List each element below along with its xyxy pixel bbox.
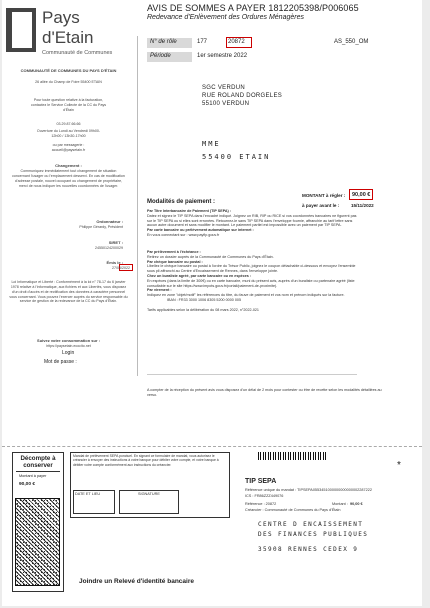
transfer-title: Par virement : (147, 288, 172, 293)
amount-label: MONTANT à régler : (302, 193, 346, 198)
payment-body (147, 209, 362, 313)
recipient-line2: RUE ROLAND DORGELES (202, 93, 283, 99)
logo-mark-icon (10, 8, 36, 52)
recipient-title: MME (202, 140, 221, 148)
tip-sepa-title: TIP SEPA (245, 478, 277, 485)
attach-note: Joindre un Relevé d'identité bancaire (79, 578, 194, 585)
card-text: En vous connectant sur : www.payfip.gouv.fr (147, 233, 220, 238)
cash-title: Chez un buraliste agréé, par carte bancaire ou en espèces : (147, 273, 252, 278)
doc-ref: AS_550_OM (334, 39, 369, 45)
role-id: 20872 (228, 39, 245, 45)
stub-rule (16, 471, 60, 472)
sidebar-address: 26 allée du Champ de Foire 55400 ETAIN (35, 80, 102, 84)
online-title: Suivez votre consommation sur : (37, 338, 100, 343)
siret-value: 24550124200029 (95, 246, 123, 250)
tip-ics: ICS : FR86ZZZ449076 (245, 494, 284, 498)
center-line2: DES FINANCES PUBLIQUES (258, 531, 369, 538)
recipient-line1: SGC VERDUN (202, 85, 246, 91)
sidebar-divider (137, 36, 138, 376)
sidebar-email: ou par messagerie : accueil@paysetain.fr (51, 143, 86, 152)
center-line3: 35908 RENNES CEDEX 9 (258, 546, 359, 553)
login-label: Login (62, 350, 75, 356)
online-url[interactable]: https://paysetain.ecocito.net (46, 344, 91, 348)
stub-qr-icon (15, 498, 60, 586)
tip-mandate-ref: Référence unique du mandat : TIPSEPA0553451000000000000002287222 (245, 488, 372, 492)
transfer-text: Indiquez en zone "objet/motif" les références du titre, du fauve de paiement et vos nom et prénom indiqués sur la facture. (147, 293, 345, 298)
sidebar-phone: 03.29.87.66.66 (56, 122, 81, 126)
stub-amount-label: Montant à payer (19, 474, 47, 478)
amount-value: 90,00 € (352, 192, 371, 198)
signature-label: SIGNATURE (138, 492, 160, 496)
period-label: Période (147, 52, 192, 62)
recipient-city: 55400 ETAIN (202, 153, 271, 161)
sidebar-org: COMMUNAUTÉ DE COMMUNES DU PAYS D'ÉTAIN (20, 68, 117, 73)
role-label: N° de rôle (147, 38, 192, 48)
siret-title: SIRET : (108, 240, 123, 245)
privacy-text: Loi Informatique et Liberté : Conformément à la loi n° 78-17 du 6 janvier 1978 relative à l'informatique, aux fichiers et aux Libertés, vous disposez d'un droit d'accès et de rectification des données à caractère personnel vous concernant. Vous pouvez l'exercer auprès du service responsable du service de gestion de la redevance de la CC du Pays d'Étain. (9, 280, 128, 304)
treasury-text: Retirez un dossier auprès de la Communauté de Communes du Pays d'Étain. (147, 254, 274, 259)
role-num: 177 (197, 39, 208, 45)
ord-title: Ordonnateur : (96, 219, 123, 224)
emis-value: 27/06/2022 (112, 266, 130, 270)
separator (147, 374, 357, 375)
stub-title: Décompte à conserver (20, 455, 56, 470)
cash-text: En espèces (dans la limite de 300€) ou en carte bancaire, muni du présent avis, auprès d'un buraliste ou partenaire agréé (liste consultable sur le site https://www.impots.gouv.fr/portail/paiement-de-proximite). (147, 278, 355, 288)
card-title: Par carte bancaire ou prélèvement automatique sur internet : (147, 228, 254, 233)
tip-ref: Référence : 20872 (245, 502, 277, 506)
sidebar-hours: Ouverture du Lundi au Vendredi 09h00-12h00 / 13h30-17h00 (36, 129, 101, 138)
due-value: 15/11/2022 (351, 203, 374, 208)
iban: IBAN : FR33 3000 1006 8305 5200 0000 005 (167, 298, 242, 302)
emis-title: Émis le : (106, 260, 123, 265)
cut-line (2, 446, 422, 447)
change-text: Communiquez immédiatement tout changement de situation concernant l'usager ou l'emplacement desservi. En cas de modification d'adresse postale, nouvel occupant ou changement de propriétaire, merci de nous indiquer les nouvelles coordonnées de l'usager. (12, 169, 125, 188)
page-title: AVIS DE SOMMES A PAYER 1812205398/P006065 (147, 3, 359, 13)
tip-title: Par Titre Interbancaire de Paiement (TIP SEPA) : (147, 209, 232, 213)
logo (10, 8, 113, 58)
cheque-text: Libellez le chèque bancaire ou postal à l'ordre du Trésor Public, joignez le coupon détachable ci-dessous et envoyez l'ensemble sous pli affranchi au Centre d'Encaissement de Rennes, dans l'enveloppe jointe. (147, 264, 356, 274)
sidebar-info: Pour toute question relative à la facturation, contactez le Service Collecte de la CC du Pays d'Étain (30, 98, 107, 112)
invoice-page (2, 0, 422, 606)
mandate-text: Mandat de prélèvement SEPA ponctuel. En signant ce formulaire de mandat, vous autorisez le créancier à envoyer des instructions à votre banque pour débiter votre compte, et votre banque à débiter votre compte conformément aux instructions du créancier. (73, 454, 219, 467)
period-value: 1er semestre 2022 (197, 53, 248, 59)
change-title: Changement : (55, 163, 82, 168)
logo-text-3: Communauté de Communes (42, 50, 113, 56)
tarif-note: Tarifs applicables selon la délibération du 08 mars 2022, n°2022-021 (147, 307, 259, 312)
logo-text-2: d'Etain (42, 28, 94, 47)
tip-montant-value: 90,00 € (350, 502, 363, 506)
treasury-title: Par prélèvement à l'échéance : (147, 249, 201, 254)
tip-creancier: Créancier : Communauté de Communes du Pays d'Étain (245, 508, 341, 512)
invoice-object: Redevance d'Enlèvement des Ordures Ménagères (147, 14, 304, 21)
password-label: Mot de passe : (44, 359, 77, 365)
tip-text: Datez et signez le TIP SEPA dans l'encadré indiqué. Joignez un RIB, RIP ou RICE si vos coordonnées bancaires ne figurent pas sur le TIP SEPA ou si elles sont erronées. Retournez-le sans TIP SEPA dans l'enveloppe fournie, affranchie au tarif lettre sans aucun autre document et sans modifier le montant. Le paiement partiel est impossible avec un paiement par TIP SEPA. (147, 213, 357, 228)
date-label: DATE ET LIEU (75, 492, 101, 496)
cheque-title: Par chèque bancaire ou postal : (147, 259, 203, 264)
barcode-icon (258, 452, 328, 460)
ord-value: Philippe Gérardy, Président (79, 225, 123, 229)
center-line1: CENTRE D ENCAISSEMENT (258, 521, 364, 528)
logo-text-1: Pays (42, 8, 80, 27)
recipient-line3: 55100 VERDUN (202, 101, 250, 107)
tip-montant-label: Montant : (332, 502, 348, 506)
stub-amount: 90,00 € (19, 482, 36, 487)
star-mark: * (397, 460, 401, 471)
due-label: à payer avant le : (302, 203, 340, 208)
contest-note: A compter de la réception du présent avis vous disposez d'un délai de 2 mois pour contester ou être de recette selon les modalités détaillées au verso. (147, 388, 382, 397)
payment-title: Modalités de paiement : (147, 199, 216, 205)
